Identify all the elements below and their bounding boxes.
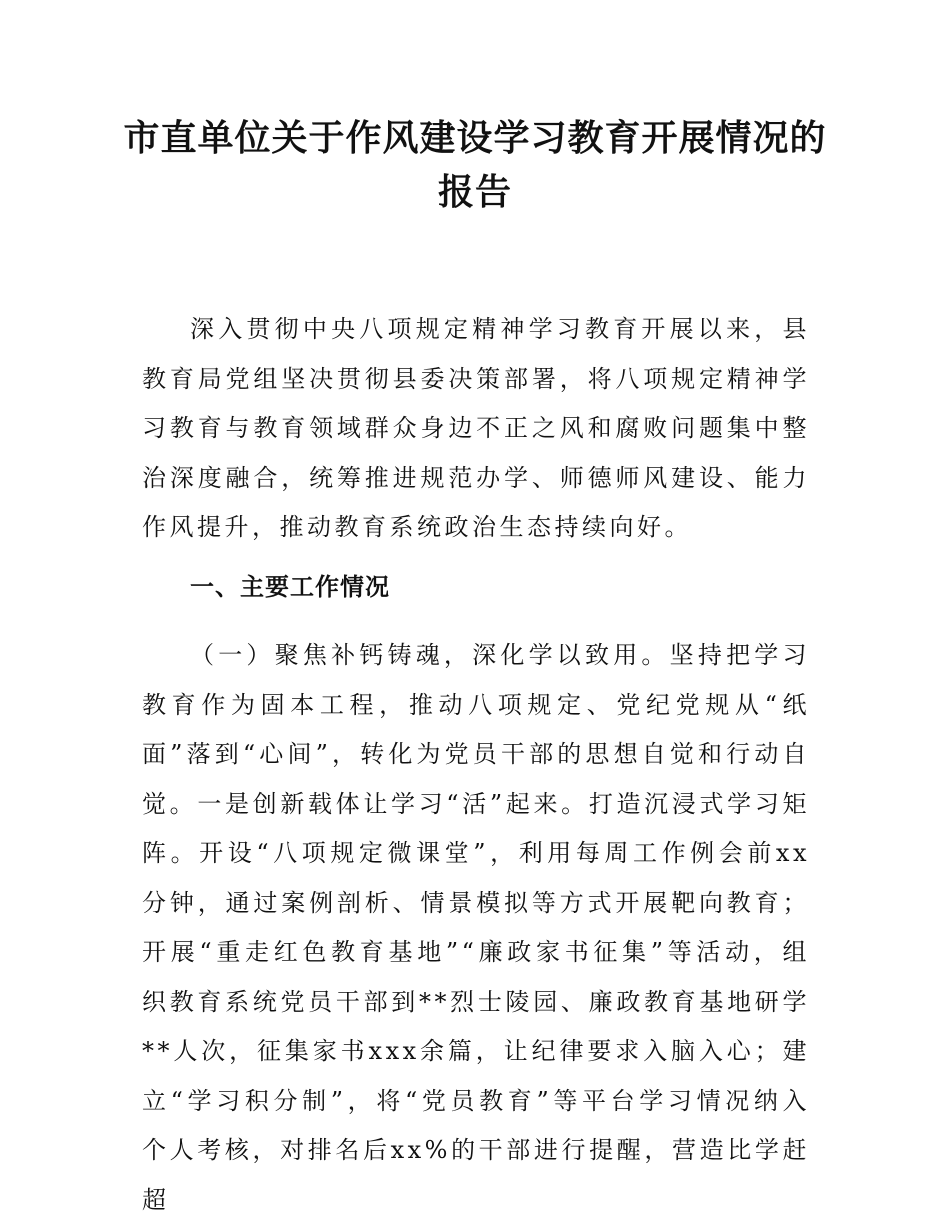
document-title: 市直单位关于作风建设学习教育开展情况的报告: [123, 118, 827, 213]
section-heading: 一、主要工作情况: [190, 573, 390, 601]
section-paragraph: （一）聚焦补钙铸魂，深化学以致用。坚持把学习教育作为固本工程，推动八项规定、党纪党规从“纸面”落到“心间”，转化为党员干部的思想自觉和行动自觉。一是创新载体让学习“活”起来。打造沉浸式学习矩阵。开设“八项规定微课堂”，利用每周工作例会前xx分钟，通过案例剖析、情景模拟等方式开展靶向教育；开展“重走红色教育基地”“廉政家书征集”等活动，组织教育系统党员干部到**烈士陵园、廉政教育基地研学**人次，征集家书xxx余篇，让纪律要求入脑入心；建立“学习积分制”，将“党员教育”等平台学习情况纳入个人考核，对排名后xx%的干部进行提醒，营造比学赶超: [142, 641, 810, 1214]
intro-paragraph: 深入贯彻中央八项规定精神学习教育开展以来，县教育局党组坚决贯彻县委决策部署，将八项规定精神学习教育与教育领域群众身边不正之风和腐败问题集中整治深度融合，统筹推进规范办学、师德师风建设、能力作风提升，推动教育系统政治生态持续向好。: [142, 315, 810, 541]
